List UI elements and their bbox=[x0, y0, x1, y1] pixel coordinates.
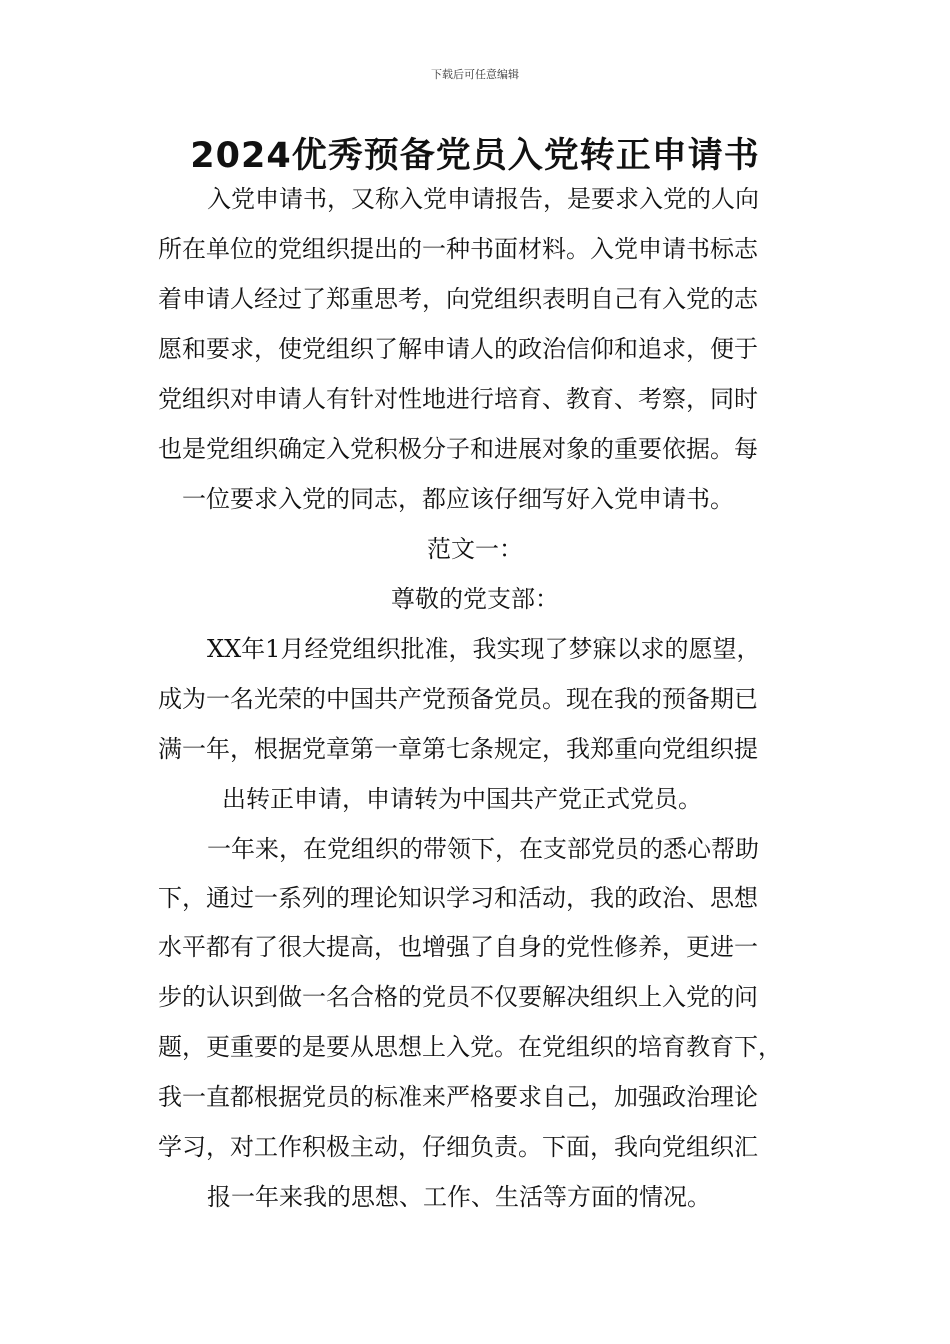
intro-line: 愿和要求，使党组织了解申请人的政治信仰和追求，便于 bbox=[158, 335, 758, 363]
intro-line: 党组织对申请人有针对性地进行培育、教育、考察，同时 bbox=[158, 385, 758, 413]
intro-line: 着申请人经过了郑重思考，向党组织表明自己有入党的志 bbox=[158, 285, 758, 313]
paragraph-line: 题，更重要的是要从思想上入党。在党组织的培育教育下， bbox=[158, 1033, 782, 1061]
sample-label: 范文一： bbox=[427, 535, 523, 563]
intro-line: 入党申请书，又称入党申请报告，是要求入党的人向 bbox=[207, 185, 759, 213]
paragraph-line: 出转正申请，申请转为中国共产党正式党员。 bbox=[222, 785, 702, 813]
paragraph-line: 水平都有了很大提高，也增强了自身的党性修养，更进一 bbox=[158, 933, 758, 961]
paragraph-line: 满一年，根据党章第一章第七条规定，我郑重向党组织提 bbox=[158, 735, 758, 763]
paragraph-line: 报一年来我的思想、工作、生活等方面的情况。 bbox=[207, 1183, 711, 1211]
paragraph-line: 学习，对工作积极主动，仔细负责。下面，我向党组织汇 bbox=[158, 1133, 758, 1161]
paragraph-line: XX年1月经党组织批准，我实现了梦寐以求的愿望， bbox=[207, 635, 761, 663]
paragraph-line: 我一直都根据党员的标准来严格要求自己，加强政治理论 bbox=[158, 1083, 758, 1111]
header-note: 下载后可任意编辑 bbox=[431, 68, 519, 81]
intro-line: 一位要求入党的同志，都应该仔细写好入党申请书。 bbox=[182, 485, 734, 513]
paragraph-line: 成为一名光荣的中国共产党预备党员。现在我的预备期已 bbox=[158, 685, 758, 713]
paragraph-line: 下，通过一系列的理论知识学习和活动，我的政治、思想 bbox=[158, 884, 758, 912]
paragraph-line: 步的认识到做一名合格的党员不仅要解决组织上入党的问 bbox=[158, 983, 758, 1011]
salutation: 尊敬的党支部： bbox=[391, 585, 559, 613]
document-title: 2024优秀预备党员入党转正申请书 bbox=[190, 136, 760, 176]
intro-line: 也是党组织确定入党积极分子和进展对象的重要依据。每 bbox=[158, 435, 758, 463]
paragraph-line: 一年来，在党组织的带领下，在支部党员的悉心帮助 bbox=[207, 835, 759, 863]
intro-line: 所在单位的党组织提出的一种书面材料。入党申请书标志 bbox=[158, 235, 758, 263]
